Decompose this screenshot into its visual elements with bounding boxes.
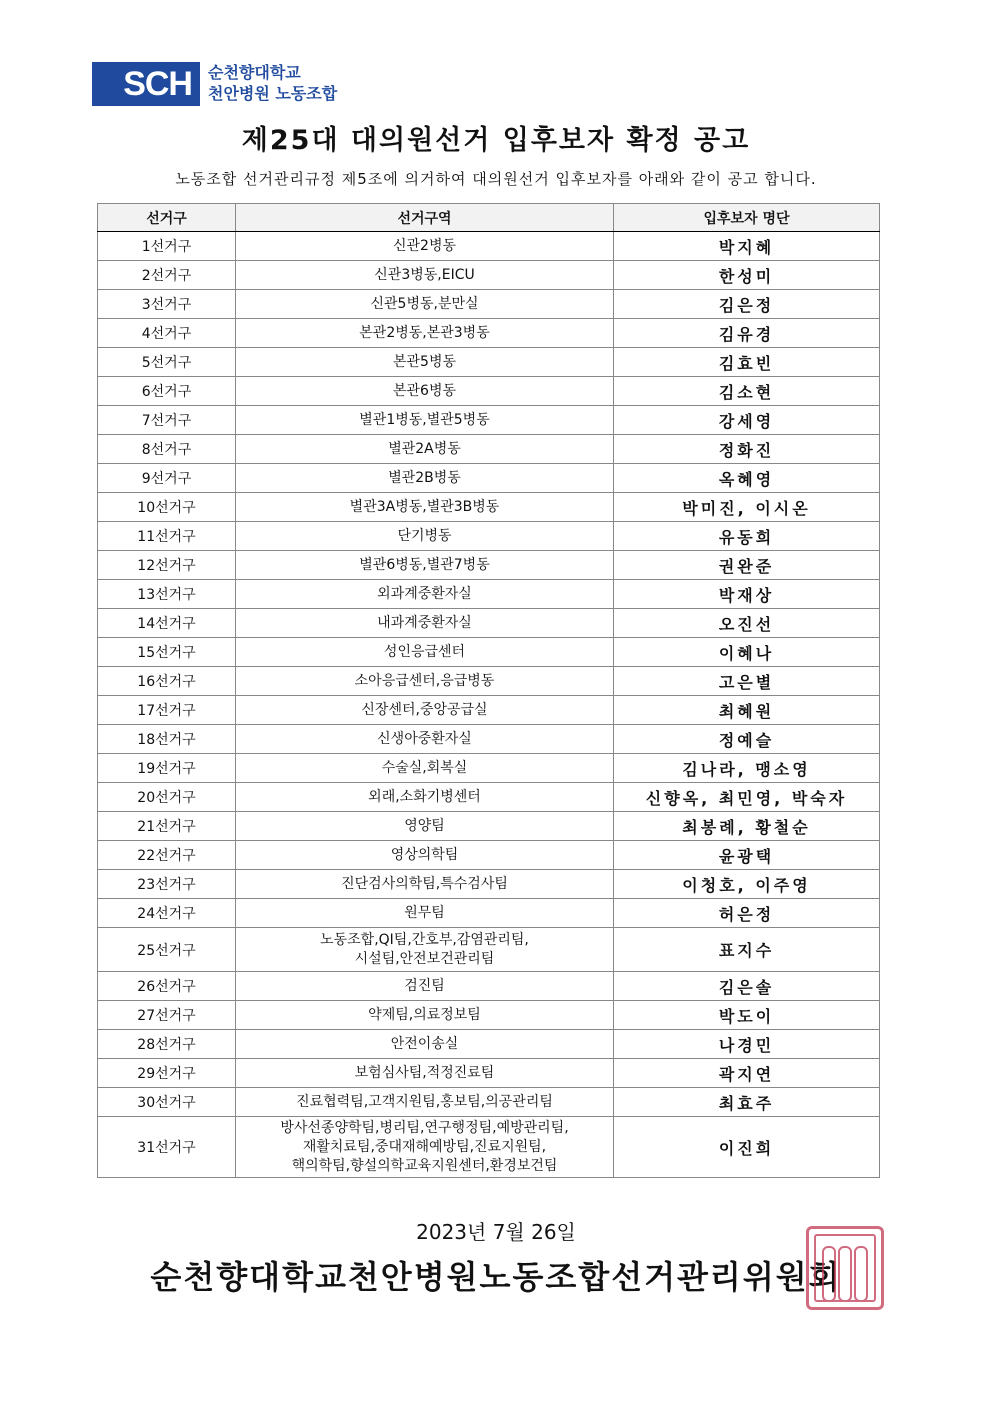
area-cell — [236, 348, 614, 377]
table-row — [98, 870, 880, 899]
district-cell: 31선거구 — [98, 1117, 236, 1178]
table-row — [98, 754, 880, 783]
table-row — [98, 348, 880, 377]
table-row — [98, 493, 880, 522]
area-line: 별관2B병동 — [388, 469, 461, 486]
area-cell — [236, 551, 614, 580]
table-row — [98, 232, 880, 261]
candidates-cell: 박도이 — [614, 1001, 880, 1030]
area-cell — [236, 609, 614, 638]
area-line: 본관2병동,본관3병동 — [359, 324, 490, 341]
district-cell: 6선거구 — [98, 377, 236, 406]
logo-line2: 천안병원 노동조합 — [208, 84, 338, 103]
area-cell — [236, 377, 614, 406]
area-line: 성인응급센터 — [383, 643, 466, 660]
table-row — [98, 261, 880, 290]
union-logo — [92, 62, 382, 106]
candidates-cell: 김은솔 — [614, 972, 880, 1001]
official-seal-icon — [806, 1226, 884, 1310]
area-line: 수술실,회복실 — [381, 759, 468, 776]
candidate-table — [97, 203, 880, 1178]
table-row — [98, 1059, 880, 1088]
table-row — [98, 609, 880, 638]
district-cell: 20선거구 — [98, 783, 236, 812]
table-row — [98, 725, 880, 754]
area-line: 방사선종양학팀,병리팀,연구행정팀,예방관리팀, — [280, 1119, 569, 1136]
area-line: 진료협력팀,고객지원팀,홍보팀,의공관리팀 — [296, 1093, 553, 1110]
candidates-cell: 곽지연 — [614, 1059, 880, 1088]
table-row — [98, 435, 880, 464]
area-cell — [236, 319, 614, 348]
district-cell: 12선거구 — [98, 551, 236, 580]
header-area: 선거구역 — [236, 204, 614, 232]
area-line: 신관3병동,EICU — [374, 266, 475, 283]
candidates-cell: 신향옥, 최민영, 박숙자 — [614, 783, 880, 812]
candidates-cell: 김은정 — [614, 290, 880, 319]
candidates-cell: 이청호, 이주영 — [614, 870, 880, 899]
header-candidates: 입후보자 명단 — [614, 204, 880, 232]
header-district: 선거구 — [98, 204, 236, 232]
table-row — [98, 899, 880, 928]
area-cell — [236, 232, 614, 261]
area-line: 재활치료팀,중대재해예방팀,진료지원팀, — [302, 1138, 547, 1155]
area-cell — [236, 870, 614, 899]
candidates-cell: 한성미 — [614, 261, 880, 290]
area-cell — [236, 1059, 614, 1088]
logo-line1: 순천향대학교 — [208, 63, 301, 82]
district-cell: 2선거구 — [98, 261, 236, 290]
candidates-cell: 정예슬 — [614, 725, 880, 754]
table-row — [98, 464, 880, 493]
candidates-cell: 유동희 — [614, 522, 880, 551]
candidates-cell: 나경민 — [614, 1030, 880, 1059]
area-cell — [236, 464, 614, 493]
area-line: 신장센터,중앙공급실 — [361, 701, 488, 718]
area-cell — [236, 899, 614, 928]
candidates-cell: 표지수 — [614, 928, 880, 972]
table-row — [98, 580, 880, 609]
candidates-cell: 이혜나 — [614, 638, 880, 667]
candidates-cell: 최혜원 — [614, 696, 880, 725]
area-cell — [236, 754, 614, 783]
candidates-cell: 김나라, 맹소영 — [614, 754, 880, 783]
table-row — [98, 1001, 880, 1030]
district-cell: 3선거구 — [98, 290, 236, 319]
area-line: 약제팀,의료정보팀 — [368, 1006, 481, 1023]
district-cell: 7선거구 — [98, 406, 236, 435]
area-line: 신생아중환자실 — [377, 730, 472, 747]
area-line: 검진팀 — [404, 977, 445, 994]
area-line: 영양팀 — [404, 817, 445, 834]
area-cell — [236, 522, 614, 551]
area-line: 단기병동 — [397, 527, 452, 544]
table-row — [98, 928, 880, 972]
candidates-cell: 강세영 — [614, 406, 880, 435]
candidates-cell: 최봉례, 황철순 — [614, 812, 880, 841]
area-line: 본관5병동 — [392, 353, 456, 370]
area-cell — [236, 725, 614, 754]
area-cell — [236, 580, 614, 609]
candidates-cell: 최효주 — [614, 1088, 880, 1117]
intro-text: 노동조합 선거관리규정 제5조에 의거하여 대의원선거 입후보자를 아래와 같이 공고 합니다. — [175, 170, 817, 188]
area-cell — [236, 435, 614, 464]
district-cell: 23선거구 — [98, 870, 236, 899]
candidates-cell: 김효빈 — [614, 348, 880, 377]
district-cell: 8선거구 — [98, 435, 236, 464]
district-cell: 18선거구 — [98, 725, 236, 754]
district-cell: 1선거구 — [98, 232, 236, 261]
document-title: 제25대 대의원선거 입후보자 확정 공고 — [241, 125, 751, 156]
candidates-cell: 김유경 — [614, 319, 880, 348]
district-cell: 24선거구 — [98, 899, 236, 928]
table-row — [98, 319, 880, 348]
area-cell — [236, 667, 614, 696]
table-row — [98, 972, 880, 1001]
district-cell: 13선거구 — [98, 580, 236, 609]
table-row — [98, 377, 880, 406]
table-row — [98, 667, 880, 696]
district-cell: 27선거구 — [98, 1001, 236, 1030]
area-cell — [236, 493, 614, 522]
area-line: 신관5병동,분만실 — [370, 295, 479, 312]
candidates-cell: 박미진, 이시온 — [614, 493, 880, 522]
district-cell: 22선거구 — [98, 841, 236, 870]
logo-mark: SCH — [92, 62, 200, 106]
table-row — [98, 841, 880, 870]
table-row — [98, 812, 880, 841]
district-cell: 14선거구 — [98, 609, 236, 638]
area-line: 진단검사의학팀,특수검사팀 — [341, 875, 508, 892]
candidates-cell: 이진희 — [614, 1117, 880, 1178]
table-header-row — [98, 204, 880, 232]
table-row — [98, 551, 880, 580]
district-cell: 10선거구 — [98, 493, 236, 522]
district-cell: 9선거구 — [98, 464, 236, 493]
district-cell: 15선거구 — [98, 638, 236, 667]
area-cell — [236, 1117, 614, 1178]
area-line: 시설팀,안전보건관리팀 — [354, 950, 495, 967]
table-row — [98, 290, 880, 319]
candidates-cell: 정화진 — [614, 435, 880, 464]
candidates-cell: 권완준 — [614, 551, 880, 580]
area-line: 영상의학팀 — [390, 846, 459, 863]
area-cell — [236, 928, 614, 972]
area-line: 본관6병동 — [392, 382, 456, 399]
area-line: 별관1병동,별관5병동 — [359, 411, 490, 428]
district-cell: 29선거구 — [98, 1059, 236, 1088]
notice-date: 2023년 7월 26일 — [416, 1220, 576, 1244]
district-cell: 25선거구 — [98, 928, 236, 972]
candidates-cell: 옥혜영 — [614, 464, 880, 493]
area-cell — [236, 261, 614, 290]
area-line: 신관2병동 — [392, 237, 456, 254]
table-row — [98, 1030, 880, 1059]
logo-text — [208, 62, 337, 104]
area-line: 소아응급센터,응급병동 — [354, 672, 495, 689]
candidates-cell: 오진선 — [614, 609, 880, 638]
area-line: 내과계중환자실 — [377, 614, 472, 631]
table-row — [98, 406, 880, 435]
area-line: 별관2A병동 — [388, 440, 461, 457]
table-row — [98, 1117, 880, 1178]
candidates-cell: 김소현 — [614, 377, 880, 406]
table-row — [98, 522, 880, 551]
district-cell: 11선거구 — [98, 522, 236, 551]
district-cell: 4선거구 — [98, 319, 236, 348]
area-line: 외래,소화기병센터 — [368, 788, 481, 805]
area-cell — [236, 638, 614, 667]
table-row — [98, 1088, 880, 1117]
area-cell — [236, 1001, 614, 1030]
area-line: 별관6병동,별관7병동 — [359, 556, 490, 573]
area-cell — [236, 406, 614, 435]
area-cell — [236, 1088, 614, 1117]
area-line: 외과계중환자실 — [377, 585, 472, 602]
committee-name: 순천향대학교천안병원노동조합선거관리위원회 — [150, 1258, 842, 1296]
candidates-cell: 박재상 — [614, 580, 880, 609]
district-cell: 26선거구 — [98, 972, 236, 1001]
candidates-cell: 박지혜 — [614, 232, 880, 261]
area-line: 안전이송실 — [390, 1035, 459, 1052]
area-line: 노동조합,QI팀,간호부,감염관리팀, — [320, 931, 529, 948]
candidates-cell: 윤광택 — [614, 841, 880, 870]
area-cell — [236, 972, 614, 1001]
area-line: 핵의학팀,향설의학교육지원센터,환경보건팀 — [291, 1157, 558, 1174]
candidates-cell: 고은별 — [614, 667, 880, 696]
area-line: 보험심사팀,적정진료팀 — [354, 1064, 495, 1081]
district-cell: 17선거구 — [98, 696, 236, 725]
area-cell — [236, 812, 614, 841]
area-cell — [236, 783, 614, 812]
table-body — [98, 232, 880, 1178]
table-row — [98, 783, 880, 812]
district-cell: 28선거구 — [98, 1030, 236, 1059]
area-line: 별관3A병동,별관3B병동 — [349, 498, 500, 515]
table-row — [98, 638, 880, 667]
area-cell — [236, 696, 614, 725]
candidates-cell: 허은정 — [614, 899, 880, 928]
district-cell: 21선거구 — [98, 812, 236, 841]
table-row — [98, 696, 880, 725]
area-line: 원무팀 — [404, 904, 445, 921]
district-cell: 5선거구 — [98, 348, 236, 377]
area-cell — [236, 290, 614, 319]
area-cell — [236, 1030, 614, 1059]
district-cell: 30선거구 — [98, 1088, 236, 1117]
area-cell — [236, 841, 614, 870]
district-cell: 16선거구 — [98, 667, 236, 696]
district-cell: 19선거구 — [98, 754, 236, 783]
